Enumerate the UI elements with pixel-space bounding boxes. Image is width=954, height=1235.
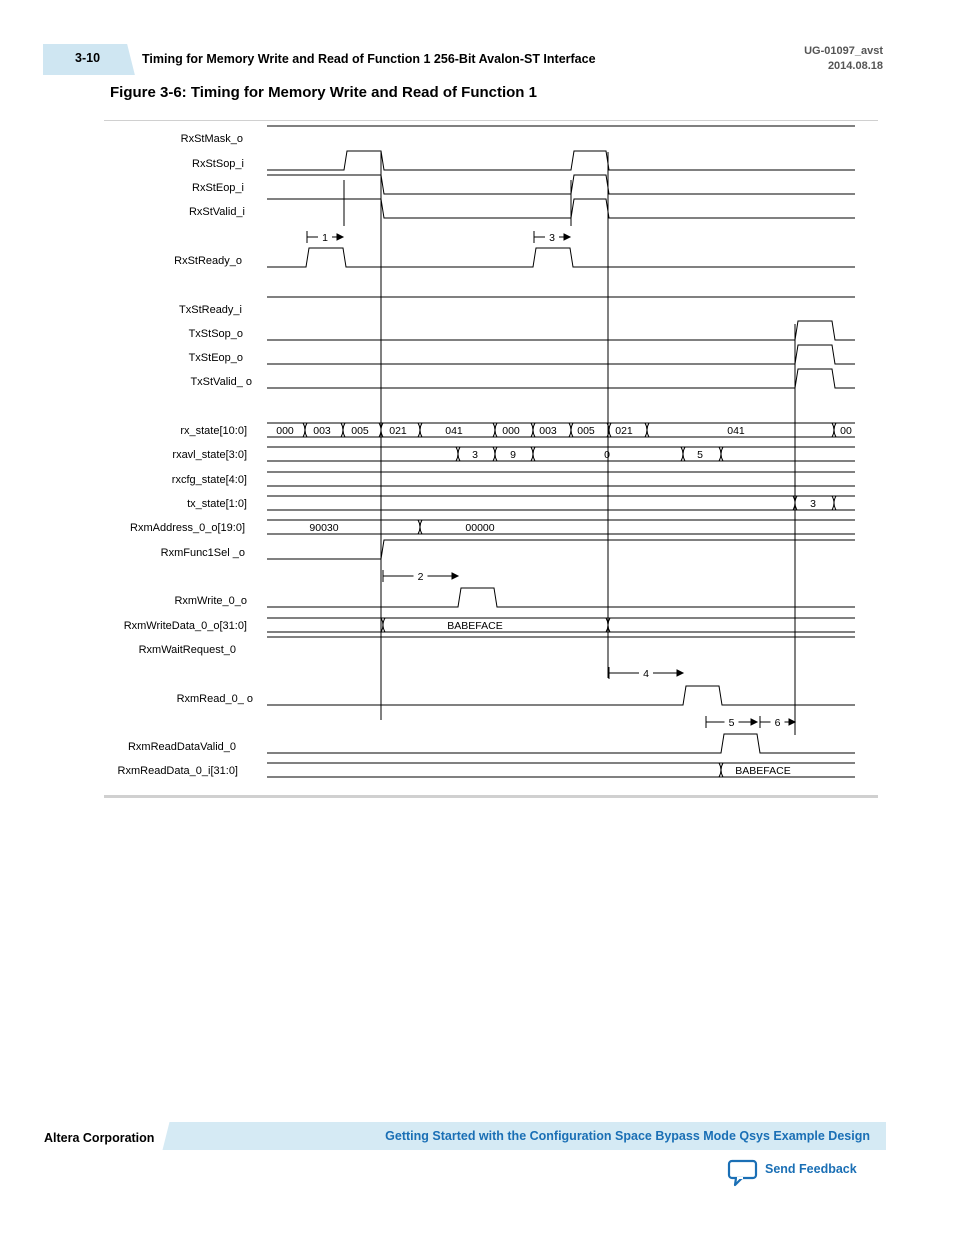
- annotation-arrowhead: [337, 234, 343, 240]
- rxm-writedata-transition: [381, 618, 385, 632]
- signal-label: TxStEop_o: [188, 352, 243, 364]
- signal-label: RxmWaitRequest_0: [138, 644, 236, 656]
- rx-state-transition: [531, 423, 535, 437]
- txstsop-wave: [267, 321, 855, 340]
- tx-state-value: 3: [810, 498, 816, 510]
- signal-label: tx_state[1:0]: [187, 498, 247, 510]
- rxavl-state-transition: [681, 447, 685, 461]
- signal-label: RxStSop_i: [192, 158, 244, 170]
- rxmwrite-wave: [267, 588, 855, 607]
- rxstready-wave: [267, 248, 855, 267]
- bus-value-labels: [276, 425, 852, 777]
- rx-state-value: 00: [840, 425, 852, 437]
- speech-bubble-icon: [727, 1159, 759, 1187]
- annotation-arrowhead: [452, 573, 458, 579]
- signal-label: RxmWrite_0_o: [174, 595, 247, 607]
- rxsteop-wave: [267, 175, 855, 194]
- annotation-arrowhead: [564, 234, 570, 240]
- timing-annotations: [318, 230, 785, 729]
- annotation-number: 3: [549, 232, 555, 244]
- rx-state-value: 003: [313, 425, 331, 437]
- rxstvalid-wave: [267, 199, 855, 218]
- rx-state-transition: [569, 423, 573, 437]
- signal-label: RxmReadDataValid_0: [127, 741, 236, 753]
- signal-label: RxStReady_o: [174, 255, 242, 267]
- send-feedback-label: Send Feedback: [765, 1162, 857, 1176]
- signal-label: RxmReadData_0_i[31:0]: [117, 765, 238, 777]
- rx-state-transition: [832, 423, 836, 437]
- doc-date-text: 2014.08.18: [827, 60, 883, 72]
- rxavl-state-value: 3: [472, 449, 478, 461]
- figure-bottom-rule: [104, 795, 878, 798]
- txsteop-wave: [267, 345, 855, 364]
- annotation-number: 4: [643, 668, 649, 680]
- rx-state-value: 041: [445, 425, 463, 437]
- rx-state-value: 005: [577, 425, 595, 437]
- rxmreaddatavalid-wave: [267, 734, 855, 753]
- signal-label: rx_state[10:0]: [180, 425, 247, 437]
- rx-state-transition: [341, 423, 345, 437]
- rx-state-value: 041: [727, 425, 745, 437]
- rx-state-value: 021: [389, 425, 407, 437]
- footer-doc-link[interactable]: Getting Started with the Configuration Space Bypass Mode Qsys Example Design: [385, 1129, 870, 1143]
- rx-state-transition: [303, 423, 307, 437]
- annotation-arrowhead: [789, 719, 795, 725]
- rx-state-value: 000: [276, 425, 294, 437]
- signal-label: RxmWriteData_0_o[31:0]: [123, 620, 247, 632]
- rxm-readdata-transition: [719, 763, 723, 777]
- annotation-number: 5: [728, 717, 735, 729]
- section-title: Timing for Memory Write and Read of Function 1 256-Bit Avalon-ST Interface: [142, 52, 596, 66]
- rx-state-value: 005: [351, 425, 369, 437]
- signal-label: RxStMask_o: [180, 133, 243, 145]
- signal-labels: [118, 133, 253, 777]
- rxm-address-transition: [418, 520, 422, 534]
- signal-label: RxStValid_i: [188, 206, 245, 218]
- rxm-writedata-value: BABEFACE: [447, 620, 503, 632]
- signal-label: rxcfg_state[4:0]: [171, 474, 247, 486]
- signal-label: TxStValid_ o: [190, 376, 252, 388]
- page-number: 3-10: [75, 51, 101, 65]
- rxmfunc1sel-wave: [267, 540, 855, 559]
- doc-id-text: UG-01097_avst: [804, 45, 883, 57]
- rxavl-state-transition: [493, 447, 497, 461]
- signal-label: RxmAddress_0_o[19:0]: [130, 522, 245, 534]
- rxavl-state-value: 5: [697, 449, 703, 461]
- txstvalid-wave: [267, 369, 855, 388]
- signal-label: RxmFunc1Sel _o: [160, 547, 245, 559]
- waveforms: [267, 126, 855, 777]
- figure-title: Figure 3-6: Timing for Memory Write and Read of Function 1: [110, 84, 537, 101]
- rx-state-value: 003: [539, 425, 557, 437]
- annotation-number: 1: [322, 232, 328, 244]
- rxavl-state-value: 0: [604, 449, 610, 461]
- rx-state-transition: [645, 423, 649, 437]
- rxavl-state-transition: [456, 447, 460, 461]
- annotation-arrowhead: [751, 719, 757, 725]
- rx-state-transition: [493, 423, 497, 437]
- rxavl-state-transition: [719, 447, 723, 461]
- rxm-address-value: 90030: [309, 522, 339, 534]
- rxavl-state-value: 9: [510, 449, 516, 461]
- rxmread-wave: [267, 686, 855, 705]
- signal-label: rxavl_state[3:0]: [172, 449, 247, 461]
- rx-state-value: 000: [502, 425, 520, 437]
- signal-label: RxmRead_0_ o: [176, 693, 253, 705]
- rx-state-transition: [418, 423, 422, 437]
- rxavl-state-transition: [531, 447, 535, 461]
- annotation-number: 6: [774, 717, 781, 729]
- rxstsop-wave: [267, 151, 855, 170]
- signal-label: RxStEop_i: [192, 182, 244, 194]
- annotation-arrowhead: [677, 670, 683, 676]
- annotation-number: 2: [417, 571, 424, 583]
- signal-label: TxStReady_i: [179, 304, 242, 316]
- rxm-readdata-value: BABEFACE: [735, 765, 791, 777]
- signal-label: TxStSop_o: [188, 328, 243, 340]
- rx-state-value: 021: [615, 425, 633, 437]
- rxm-address-value: 00000: [465, 522, 495, 534]
- tx-state-transition: [832, 496, 836, 510]
- footer-company: Altera Corporation: [44, 1131, 155, 1145]
